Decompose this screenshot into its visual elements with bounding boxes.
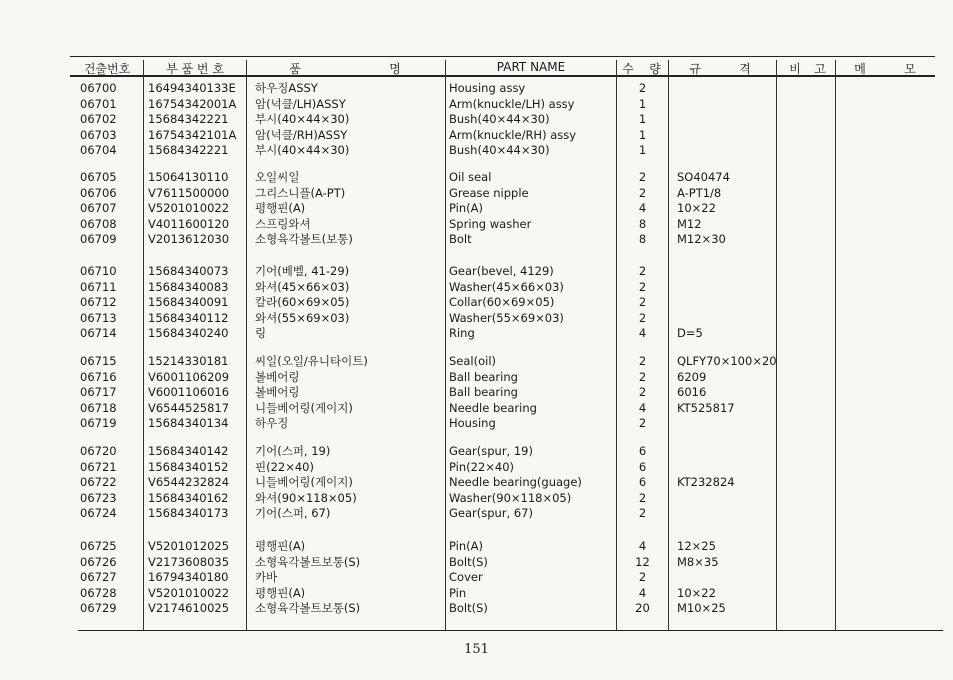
header-qty-left: 수 xyxy=(622,62,634,76)
part-name: Housing assy xyxy=(449,81,526,95)
specification: A-PT1/8 xyxy=(677,185,722,200)
korean-name: 와셔(55×69×03) xyxy=(255,310,350,325)
part-name: Washer(45×66×03) xyxy=(449,279,564,294)
part-number: 15684340073 xyxy=(148,264,229,278)
header-part-no: 부 품 번 호 xyxy=(166,62,224,76)
specification: M12 xyxy=(677,216,702,231)
row-number: 06700 xyxy=(80,81,117,95)
quantity: 2 xyxy=(638,170,647,184)
quantity: 1 xyxy=(638,96,647,111)
row-number: 06724 xyxy=(80,506,117,520)
quantity: 2 xyxy=(638,354,647,368)
part-number: 15684340142 xyxy=(148,444,229,458)
specification: 6209 xyxy=(677,369,707,384)
table-bottom-rule xyxy=(78,630,943,631)
part-name: Gear(spur, 67) xyxy=(449,506,533,520)
korean-name: 암(넉클/RH)ASSY xyxy=(255,127,348,142)
header-spec-left: 규 xyxy=(689,62,701,76)
row-number: 06722 xyxy=(80,475,117,489)
korean-name: 와셔(45×66×03) xyxy=(255,279,350,294)
row-number: 06725 xyxy=(80,539,117,553)
row-number: 06707 xyxy=(80,201,117,215)
part-name: Grease nipple xyxy=(449,185,529,200)
quantity: 2 xyxy=(638,369,647,384)
row-number: 06723 xyxy=(80,490,117,505)
part-number: V5201010022 xyxy=(148,585,230,600)
row-number: 06718 xyxy=(80,400,117,415)
part-number: 16494340133E xyxy=(148,81,236,95)
part-name: Washer(55×69×03) xyxy=(449,310,564,325)
part-name: Arm(knuckle/RH) assy xyxy=(449,127,577,142)
specification: KT525817 xyxy=(677,400,735,415)
part-name: Ring xyxy=(449,326,475,340)
part-number: 15064130110 xyxy=(148,170,229,184)
header-note-left: 비 xyxy=(789,62,801,76)
part-number: 16754342001A xyxy=(148,96,237,111)
part-number: 15214330181 xyxy=(148,354,229,368)
quantity: 2 xyxy=(638,570,647,584)
row-number: 06717 xyxy=(80,385,117,399)
part-number: V6001106209 xyxy=(148,369,230,384)
part-number: V5201010022 xyxy=(148,201,230,215)
row-number: 06701 xyxy=(80,96,117,111)
part-name: Pin xyxy=(449,585,467,600)
part-number: 15684342221 xyxy=(148,112,229,126)
specification: 12×25 xyxy=(677,539,716,553)
specification: M8×35 xyxy=(677,554,719,569)
korean-name: 와셔(90×118×05) xyxy=(255,490,357,505)
korean-name: 스프링와셔 xyxy=(255,216,311,231)
part-name: Pin(A) xyxy=(449,201,484,215)
row-number: 06729 xyxy=(80,601,117,615)
row-number: 06704 xyxy=(80,143,117,157)
part-number: 15684340173 xyxy=(148,506,229,520)
korean-name: 링 xyxy=(255,326,267,340)
part-number: V6544232824 xyxy=(148,475,230,489)
korean-name: 칼라(60×69×05) xyxy=(255,295,350,309)
column-divider xyxy=(835,60,836,630)
quantity: 1 xyxy=(638,112,647,126)
part-name: Pin(22×40) xyxy=(449,459,515,474)
quantity: 1 xyxy=(638,127,647,142)
column-divider xyxy=(445,60,446,630)
row-number: 06720 xyxy=(80,444,117,458)
row-number: 06714 xyxy=(80,326,117,340)
part-number: 15684342221 xyxy=(148,143,229,157)
part-name: Needle bearing(guage) xyxy=(449,475,582,489)
quantity: 2 xyxy=(638,295,647,309)
part-name: Gear(spur, 19) xyxy=(449,444,533,458)
header-ename: PART NAME xyxy=(496,60,566,74)
row-number: 06703 xyxy=(80,127,117,142)
part-name: Collar(60×69×05) xyxy=(449,295,555,309)
quantity: 2 xyxy=(638,310,647,325)
part-name: Spring washer xyxy=(449,216,532,231)
quantity: 2 xyxy=(638,264,647,278)
row-number: 06712 xyxy=(80,295,117,309)
specification: 10×22 xyxy=(677,585,716,600)
part-number: V4011600120 xyxy=(148,216,230,231)
quantity: 4 xyxy=(638,585,647,600)
specification: SO40474 xyxy=(677,170,730,184)
specification: M10×25 xyxy=(677,601,726,615)
quantity: 4 xyxy=(638,539,647,553)
korean-name: 니들베어링(게이지) xyxy=(255,475,353,489)
specification: 6016 xyxy=(677,385,707,399)
header-top-rule xyxy=(70,56,935,57)
part-name: Cover xyxy=(449,570,483,584)
part-number: 16754342101A xyxy=(148,127,237,142)
header-memo-left: 메 xyxy=(854,62,866,76)
korean-name: 볼베어링 xyxy=(255,369,300,384)
korean-name: 암(넉클/LH)ASSY xyxy=(255,96,346,111)
part-name: Oil seal xyxy=(449,170,492,184)
specification: M12×30 xyxy=(677,232,726,246)
korean-name: 소형육각볼트보통(S) xyxy=(255,554,361,569)
page-number: 151 xyxy=(464,642,489,657)
quantity: 2 xyxy=(638,81,647,95)
part-name: Bolt(S) xyxy=(449,554,488,569)
specification: KT232824 xyxy=(677,475,735,489)
row-number: 06711 xyxy=(80,279,117,294)
quantity: 8 xyxy=(638,232,647,246)
korean-name: 소형육각볼트(보통) xyxy=(255,232,353,246)
part-number: 15684340134 xyxy=(148,416,229,430)
part-number: 15684340152 xyxy=(148,459,229,474)
korean-name: 볼베어링 xyxy=(255,385,300,399)
row-number: 06719 xyxy=(80,416,117,430)
quantity: 6 xyxy=(638,444,647,458)
part-number: V7611500000 xyxy=(148,185,230,200)
part-number: 15684340091 xyxy=(148,295,229,309)
quantity: 1 xyxy=(638,143,647,157)
part-number: V5201012025 xyxy=(148,539,230,553)
row-number: 06728 xyxy=(80,585,117,600)
korean-name: 씨일(오일/유니타이트) xyxy=(255,354,368,368)
header-note-right: 고 xyxy=(814,62,826,76)
row-number: 06715 xyxy=(80,354,117,368)
header-memo-right: 모 xyxy=(904,62,916,76)
quantity: 2 xyxy=(638,279,647,294)
korean-name: 기어(베벨, 41-29) xyxy=(255,264,350,278)
header-no: 건출번호 xyxy=(83,62,131,76)
quantity: 12 xyxy=(635,554,650,569)
korean-name: 평행핀(A) xyxy=(255,201,306,215)
part-name: Bush(40×44×30) xyxy=(449,143,550,157)
column-divider xyxy=(668,60,669,630)
header-spec-right: 격 xyxy=(739,62,751,76)
quantity: 2 xyxy=(638,385,647,399)
quantity: 2 xyxy=(638,416,647,430)
row-number: 06721 xyxy=(80,459,117,474)
part-name: Seal(oil) xyxy=(449,354,497,368)
specification: QLFY70×100×20 xyxy=(677,354,777,368)
quantity: 2 xyxy=(638,185,647,200)
row-number: 06716 xyxy=(80,369,117,384)
part-name: Ball bearing xyxy=(449,369,518,384)
korean-name: 부시(40×44×30) xyxy=(255,143,350,157)
header-qty-right: 량 xyxy=(649,62,661,76)
part-number: V2173608035 xyxy=(148,554,230,569)
part-number: V6544525817 xyxy=(148,400,230,415)
part-name: Needle bearing xyxy=(449,400,537,415)
row-number: 06710 xyxy=(80,264,117,278)
korean-name: 니들베어링(게이지) xyxy=(255,400,353,415)
part-name: Gear(bevel, 4129) xyxy=(449,264,554,278)
row-number: 06708 xyxy=(80,216,117,231)
korean-name: 하우징ASSY xyxy=(255,81,318,95)
quantity: 8 xyxy=(638,216,647,231)
quantity: 4 xyxy=(638,201,647,215)
part-number: V6001106016 xyxy=(148,385,230,399)
part-number: V2013612030 xyxy=(148,232,230,246)
part-name: Housing xyxy=(449,416,496,430)
part-number: 15684340162 xyxy=(148,490,229,505)
quantity: 4 xyxy=(638,326,647,340)
header-kname-right: 명 xyxy=(389,62,401,76)
part-number: 15684340112 xyxy=(148,310,229,325)
quantity: 20 xyxy=(635,601,650,615)
part-name: Arm(knuckle/LH) assy xyxy=(449,96,575,111)
korean-name: 하우징 xyxy=(255,416,289,430)
korean-name: 핀(22×40) xyxy=(255,459,314,474)
header-kname-left: 품 xyxy=(289,62,301,76)
specification: 10×22 xyxy=(677,201,716,215)
row-number: 06706 xyxy=(80,185,117,200)
korean-name: 기어(스퍼, 19) xyxy=(255,444,331,458)
korean-name: 기어(스퍼, 67) xyxy=(255,506,331,520)
part-number: 15684340083 xyxy=(148,279,229,294)
row-number: 06726 xyxy=(80,554,117,569)
quantity: 6 xyxy=(638,475,647,489)
korean-name: 평행핀(A) xyxy=(255,539,306,553)
row-number: 06709 xyxy=(80,232,117,246)
quantity: 2 xyxy=(638,490,647,505)
korean-name: 부시(40×44×30) xyxy=(255,112,350,126)
part-name: Pin(A) xyxy=(449,539,484,553)
specification: D=5 xyxy=(677,326,703,340)
quantity: 4 xyxy=(638,400,647,415)
quantity: 6 xyxy=(638,459,647,474)
part-name: Bolt xyxy=(449,232,472,246)
row-number: 06727 xyxy=(80,570,117,584)
part-name: Ball bearing xyxy=(449,385,518,399)
korean-name: 오일씨일 xyxy=(255,170,300,184)
korean-name: 카바 xyxy=(255,570,278,584)
korean-name: 평행핀(A) xyxy=(255,585,306,600)
part-name: Washer(90×118×05) xyxy=(449,490,572,505)
part-name: Bush(40×44×30) xyxy=(449,112,550,126)
part-number: 16794340180 xyxy=(148,570,229,584)
quantity: 2 xyxy=(638,506,647,520)
part-number: V2174610025 xyxy=(148,601,230,615)
part-name: Bolt(S) xyxy=(449,601,488,615)
part-number: 15684340240 xyxy=(148,326,229,340)
row-number: 06702 xyxy=(80,112,117,126)
row-number: 06713 xyxy=(80,310,117,325)
korean-name: 소형육각볼트보통(S) xyxy=(255,601,361,615)
korean-name: 그리스니플(A-PT) xyxy=(255,185,346,200)
row-number: 06705 xyxy=(80,170,117,184)
